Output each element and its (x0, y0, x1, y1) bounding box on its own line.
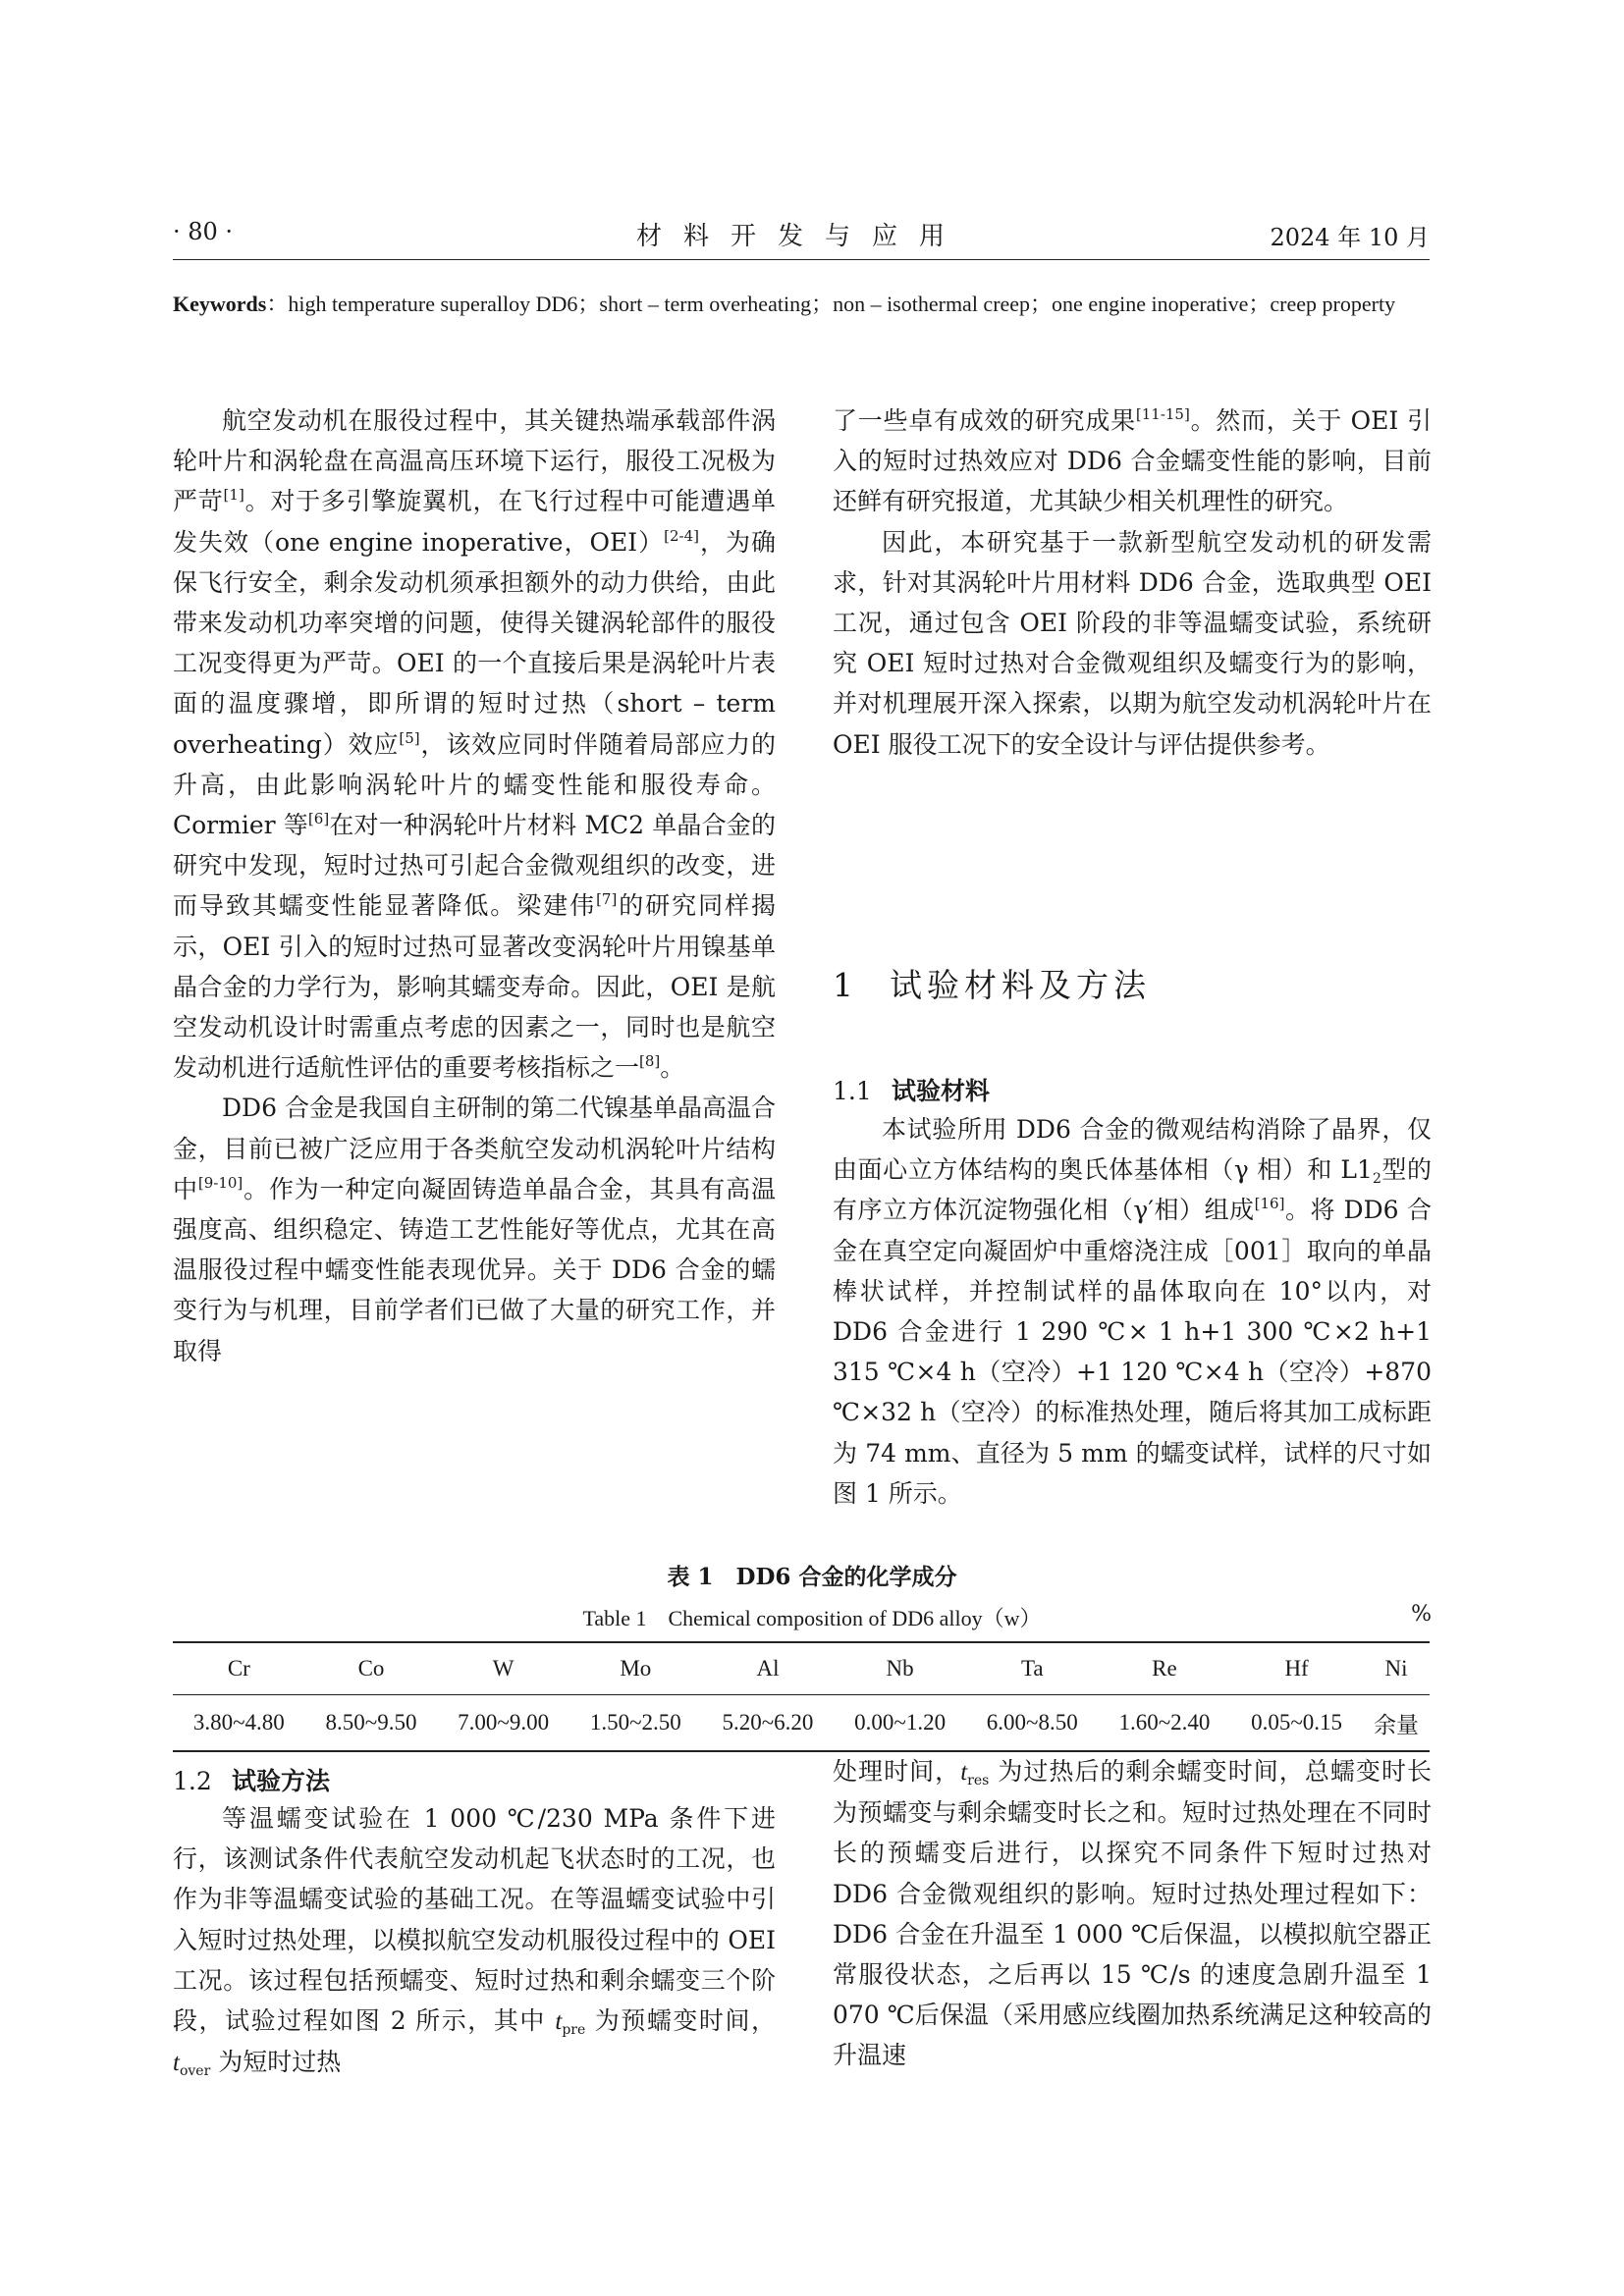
subscript: 2 (1372, 1171, 1381, 1188)
table-header: Mo (569, 1642, 702, 1695)
table-header: Ta (966, 1642, 1099, 1695)
section-heading (833, 960, 1151, 1006)
paragraph (173, 400, 776, 1088)
citation: [11-15] (1135, 405, 1190, 423)
table-cell: 3.80~4.80 (173, 1695, 305, 1752)
left-column-methods (173, 1798, 776, 2083)
symbol: t (555, 2008, 563, 2036)
citation: [6] (307, 810, 330, 828)
text: 。 (660, 1053, 685, 1083)
text: 的研究同样揭示，OEI 引入的短时过热可显著改变涡轮叶片用镍基单晶合金的力学行为，影响其蠕变寿命。因此，OEI 是航空发动机设计时需重点考虑的因素之一，同时也是航空发动机进行适航性评估的重要考核指标之一 (173, 891, 776, 1083)
text: 。将 DD6 合金在真空定向凝固炉中重熔浇注成［001］取向的单晶棒状试样，并控制试样的晶体取向在 10°以内，对 DD6 合金进行 1 290 ℃× 1 h+1 300 ℃×2 h+1 315 ℃×4 h（空冷）+1 120 ℃×4 h（空冷）+870 ℃×32 h（空冷）的标准热处理，随后将其加工成标距为 74 mm、直径为 5 mm 的蠕变试样，试样的尺寸如图 1 所示。 (833, 1196, 1432, 1508)
citation: [8] (639, 1052, 661, 1071)
subsection-heading (173, 1762, 330, 1797)
table-row (173, 1695, 1430, 1752)
text: ，该效应同时伴随着局部应力的升高，由此影响涡轮叶片的蠕变性能和服役寿命。Cormier 等 (173, 729, 776, 840)
page-number: · 80 · (173, 218, 234, 245)
text: 本试验所用 DD6 合金的微观结构消除了晶界，仅由面心立方体结构的奥氏体基体相（γ 相）和 L1 (833, 1115, 1432, 1185)
citation: [2-4] (664, 526, 699, 545)
subscript: over (179, 2063, 211, 2080)
subsection-number: 1.2 (173, 1767, 212, 1795)
left-column (173, 400, 776, 1371)
table-header: Co (305, 1642, 438, 1695)
keywords-label: Keywords (173, 292, 267, 316)
subscript: pre (562, 2022, 586, 2039)
paragraph (833, 1751, 1432, 2076)
page-header (173, 214, 1430, 253)
text: 型的有序立方体沉淀物强化相（γ′相）组成 (833, 1155, 1432, 1225)
table-unit: % (1411, 1602, 1432, 1627)
text: 等温蠕变试验在 1 000 ℃/230 MPa 条件下进行，该测试条件代表航空发动机起飞状态时的工况，也作为非等温蠕变试验的基础工况。在等温蠕变试验中引入短时过热处理，以模拟航空发动机服役过程中的 OEI 工况。该过程包括预蠕变、短时过热和剩余蠕变三个阶段，试验过程如图 2 所示，其中 (173, 1804, 776, 2036)
text: 。然而，关于 OEI 引入的短时过热效应对 DD6 合金蠕变性能的影响，目前还鲜有研究报道，尤其缺少相关机理性的研究。 (833, 406, 1432, 516)
table-caption-cn: 表 1 DD6 合金的化学成分 (667, 1564, 957, 1590)
table-header: W (437, 1642, 569, 1695)
table-cell: 8.50~9.50 (305, 1695, 438, 1752)
text: 。对于多引擎旋翼机，在飞行过程中可能遭遇单发失效（one engine inoperative，OEI） (173, 487, 776, 557)
table-cell: 6.00~8.50 (966, 1695, 1099, 1752)
symbol: t (173, 2050, 180, 2077)
keywords-text: ：high temperature superalloy DD6；short – term overheating；non – isothermal creep；one engine inoperative；creep property (266, 292, 1396, 316)
table-header-row (173, 1642, 1430, 1695)
subsection-heading (833, 1072, 990, 1107)
paragraph (833, 400, 1432, 522)
text: 处理时间， (833, 1757, 961, 1786)
text: DD6 合金是我国自主研制的第二代镍基单晶高温合金，目前已被广泛应用于各类航空发动机涡轮叶片结构中 (173, 1094, 776, 1203)
journal-title: 材料开发与应用 (635, 222, 966, 251)
citation: [7] (596, 890, 618, 909)
subsection-number: 1.1 (833, 1077, 872, 1105)
keywords (173, 285, 1430, 324)
right-column-materials (833, 1109, 1432, 1514)
table-header: Cr (173, 1642, 305, 1695)
table-cell: 0.00~1.20 (834, 1695, 966, 1752)
table-cell: 5.20~6.20 (702, 1695, 835, 1752)
citation: [9-10] (197, 1173, 244, 1192)
header-rule (173, 259, 1430, 260)
paragraph (173, 1798, 776, 2083)
symbol: t (960, 1759, 968, 1786)
table-header: Re (1099, 1642, 1231, 1695)
citation: [1] (223, 486, 244, 505)
text: 了一些卓有成效的研究成果 (833, 406, 1136, 435)
citation: [16] (1254, 1195, 1285, 1213)
table-header: Nb (834, 1642, 966, 1695)
text: 。作为一种定向凝固铸造单晶合金，其具有高温强度高、组织稳定、铸造工艺性能好等优点，尤其在高温服役过程中蠕变性能表现优异。关于 DD6 合金的蠕变行为与机理，目前学者们已做了大量的研究工作，并取得 (173, 1174, 776, 1365)
table-header: Hf (1230, 1642, 1363, 1695)
subscript: res (967, 1773, 990, 1789)
text: 航空发动机在服役过程中，其关键热端承载部件涡轮叶片和涡轮盘在高温高压环境下运行，服役工况极为严苛 (173, 406, 776, 516)
issue-date: 2024 年 10 月 (1270, 224, 1430, 251)
text: 为过热后的剩余蠕变时间，总蠕变时长为预蠕变与剩余蠕变时长之和。短时过热处理在不同时长的预蠕变后进行，以探究不同条件下短时过热对 DD6 合金微观组织的影响。短时过热处理过程如下：DD6 合金在升温至 1 000 ℃后保温，以模拟航空器正常服役状态，之后再以 15 ℃/s 的速度急剧升温至 1 070 ℃后保温（采用感应线圈加热系统满足这种较高的升温速 (833, 1757, 1432, 2070)
section-number: 1 (833, 966, 858, 1004)
text: 为预蠕变时间， (585, 2006, 776, 2036)
paragraph (833, 1109, 1432, 1514)
table-header: Ni (1363, 1642, 1430, 1695)
text: 为短时过热 (210, 2048, 342, 2077)
text: ，为确保飞行安全，剩余发动机须承担额外的动力供给，由此带来发动机功率突增的问题，使得关键涡轮部件的服役工况变得更为严苛。OEI 的一个直接后果是涡轮叶片表面的温度骤增，即所谓的短时过热（short – term overheating）效应 (173, 527, 776, 759)
right-column (833, 400, 1432, 765)
paragraph: 因此，本研究基于一款新型航空发动机的研发需求，针对其涡轮叶片用材料 DD6 合金，选取典型 OEI 工况，通过包含 OEI 阶段的非等温蠕变试验，系统研究 OEI 短时过热对合金微观组织及蠕变行为的影响，并对机理展开深入探索，以期为航空发动机涡轮叶片在 OEI 服役工况下的安全设计与评估提供参考。 (833, 527, 1432, 759)
subsection-title: 试验材料 (892, 1077, 991, 1105)
table-cell: 7.00~9.00 (437, 1695, 569, 1752)
table-cell: 1.50~2.50 (569, 1695, 702, 1752)
right-column-methods (833, 1751, 1432, 2076)
table-caption-en: Table 1 Chemical composition of DD6 alloy（w） (582, 1606, 1042, 1630)
table-cell: 余量 (1363, 1695, 1430, 1752)
table-cell: 0.05~0.15 (1230, 1695, 1363, 1752)
table-cell: 1.60~2.40 (1099, 1695, 1231, 1752)
paragraph (173, 1088, 776, 1370)
section-title: 试验材料及方法 (890, 966, 1151, 1004)
citation: [5] (399, 728, 420, 747)
text: 在对一种涡轮叶片材料 MC2 单晶合金的研究中发现，短时过热可引起合金微观组织的改变，进而导致其蠕变性能显著降低。梁建伟 (173, 811, 776, 921)
table-header: Al (702, 1642, 835, 1695)
subsection-title: 试验方法 (232, 1767, 331, 1795)
composition-table (173, 1641, 1430, 1752)
